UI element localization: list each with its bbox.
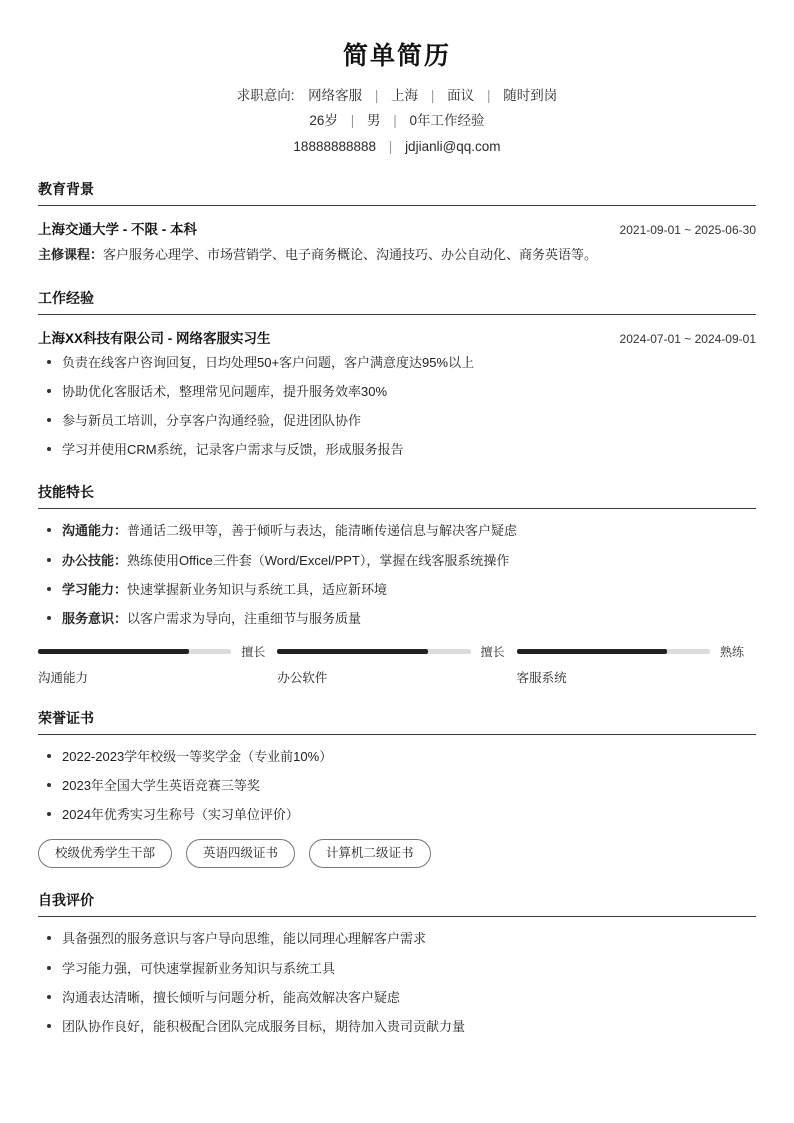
skill-label: 服务意识： — [62, 610, 128, 626]
skill-bar-item — [38, 643, 277, 686]
list-item — [38, 580, 756, 600]
list-item: 学习并使用CRM系统，记录客户需求与反馈，形成服务报告 — [38, 440, 756, 460]
resume-header — [38, 36, 756, 157]
skills-bullet-list — [38, 521, 756, 629]
skill-bar-name: 沟通能力 — [38, 670, 89, 685]
list-item — [38, 609, 756, 629]
skill-bar-group — [38, 643, 756, 686]
list-item: 负责在线客户咨询回复，日均处理50+客户问题，客户满意度达95%以上 — [38, 353, 756, 373]
education-courses-label: 主修课程： — [38, 246, 104, 262]
list-item: 团队协作良好，能积极配合团队完成服务目标，期待加入贵司贡献力量 — [38, 1017, 756, 1037]
personal-gender: 男 — [367, 113, 381, 129]
skill-text: 快速掌握新业务知识与系统工具，适应新环境 — [127, 581, 388, 597]
separator: | — [393, 113, 397, 129]
job-intent-city: 上海 — [391, 88, 419, 103]
separator: | — [486, 88, 491, 103]
skill-bar-level: 熟练 — [719, 644, 744, 659]
skill-bar-track — [517, 649, 710, 654]
section-divider — [38, 314, 756, 315]
skill-label: 办公技能： — [62, 552, 128, 568]
list-item — [38, 521, 756, 541]
experience-company: 上海XX科技有限公司 - 网络客服实习生 — [38, 330, 271, 346]
separator: | — [350, 113, 355, 129]
section-divider — [38, 508, 756, 509]
skill-text: 普通话二级甲等，善于倾听与表达，能清晰传递信息与解决客户疑虑 — [127, 523, 518, 539]
certificate-tag-group — [38, 839, 756, 868]
list-item: 具备强烈的服务意识与客户导向思维，能以同理心理解客户需求 — [38, 929, 756, 949]
skill-bar-level: 擅长 — [480, 644, 505, 659]
certificate-tag: 英语四级证书 — [186, 839, 295, 868]
header-job-intent-line — [38, 86, 756, 106]
skill-bar-level: 擅长 — [241, 644, 266, 659]
skill-bar-item — [517, 643, 756, 686]
skill-bar-name: 客服系统 — [516, 670, 567, 685]
list-item: 2024年优秀实习生称号（实习单位评价） — [38, 805, 756, 825]
page-title: 简单简历 — [342, 42, 451, 70]
skill-text: 以客户需求为导向，注重细节与服务质量 — [127, 610, 362, 626]
separator: | — [430, 88, 435, 103]
section-title-skills: 技能特长 — [38, 484, 94, 501]
section-divider — [38, 205, 756, 206]
education-courses — [38, 244, 756, 266]
section-divider — [38, 734, 756, 735]
section-honors — [38, 708, 756, 868]
section-self-evaluation — [38, 890, 756, 1037]
skill-label: 学习能力： — [62, 581, 128, 597]
list-item: 参与新员工培训，分享客户沟通经验，促进团队协作 — [38, 411, 756, 431]
education-courses-text: 客户服务心理学、市场营销学、电子商务概论、沟通技巧、办公自动化、商务英语等。 — [103, 246, 598, 262]
list-item: 2023年全国大学生英语竞赛三等奖 — [38, 776, 756, 796]
list-item — [38, 551, 756, 571]
skill-bar-fill — [517, 649, 668, 654]
education-school: 上海交通大学 - 不限 - 本科 — [38, 221, 197, 237]
job-intent-position: 网络客服 — [308, 88, 363, 103]
personal-age: 26岁 — [309, 113, 338, 129]
section-title-self-evaluation: 自我评价 — [38, 892, 94, 909]
separator: | — [388, 138, 393, 154]
job-intent-salary: 面议 — [447, 88, 475, 103]
honors-bullet-list — [38, 747, 756, 825]
skill-label: 沟通能力： — [62, 523, 128, 539]
skill-bar-track — [38, 649, 231, 654]
self-evaluation-bullet-list — [38, 929, 756, 1037]
experience-entry-head — [38, 327, 756, 347]
contact-phone: 18888888888 — [293, 138, 377, 154]
section-title-education: 教育背景 — [38, 180, 94, 197]
list-item: 沟通表达清晰，擅长倾听与问题分析，能高效解决客户疑虑 — [38, 988, 756, 1008]
job-intent-prefix: 求职意向: — [236, 88, 295, 103]
certificate-tag: 计算机二级证书 — [309, 839, 431, 868]
header-contact-line — [38, 137, 756, 157]
certificate-tag: 校级优秀学生干部 — [38, 839, 172, 868]
skill-bar-fill — [277, 649, 428, 654]
experience-bullet-list — [38, 353, 756, 461]
list-item: 学习能力强，可快速掌握新业务知识与系统工具 — [38, 959, 756, 979]
education-date: 2021-09-01 ~ 2025-06-30 — [619, 222, 756, 237]
section-divider — [38, 916, 756, 917]
section-title-experience: 工作经验 — [38, 289, 94, 306]
skill-bar-item — [277, 643, 516, 686]
experience-date: 2024-07-01 ~ 2024-09-01 — [619, 331, 756, 346]
job-intent-availability: 随时到岗 — [503, 88, 558, 103]
section-skills — [38, 482, 756, 686]
skill-bar-fill — [38, 649, 189, 654]
section-education — [38, 179, 756, 266]
contact-email: jdjianli@qq.com — [405, 138, 501, 154]
skill-bar-name: 办公软件 — [277, 670, 328, 685]
section-experience — [38, 288, 756, 461]
section-title-honors: 荣誉证书 — [38, 709, 94, 726]
separator: | — [374, 88, 379, 103]
skill-text: 熟练使用Office三件套（Word/Excel/PPT），掌握在线客服系统操作 — [127, 552, 510, 568]
list-item: 2022-2023学年校级一等奖学金（专业前10%） — [38, 747, 756, 767]
skill-bar-track — [277, 649, 470, 654]
personal-experience: 0年工作经验 — [409, 113, 485, 129]
education-entry-head — [38, 218, 756, 238]
header-personal-line — [38, 111, 756, 131]
list-item: 协助优化客服话术，整理常见问题库，提升服务效率30% — [38, 382, 756, 402]
